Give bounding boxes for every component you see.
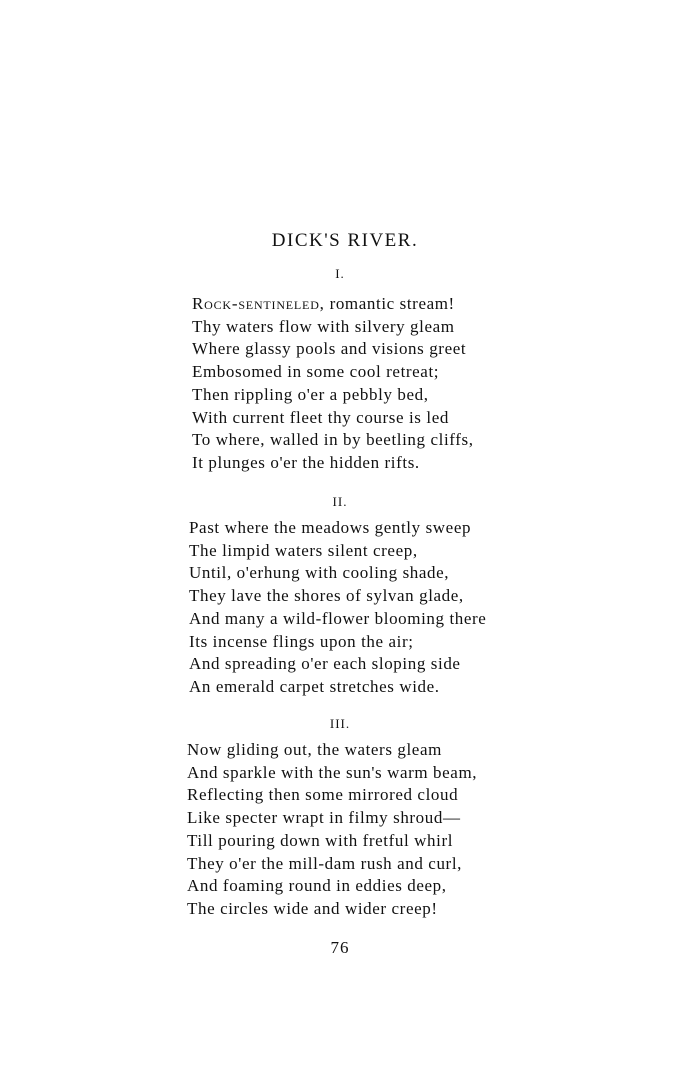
opening-small-caps: Rock-sentineled, [192, 294, 325, 313]
stanza-1-line-1 [192, 293, 474, 316]
stanza-1 [192, 293, 474, 475]
stanza-line: And many a wild-flower blooming there [189, 608, 487, 628]
stanza-1-numeral: I. [335, 266, 345, 281]
stanza-line: They o'er the mill-dam rush and curl, [187, 853, 462, 873]
page-number: 76 [330, 938, 350, 957]
stanza-line: The circles wide and wider creep! [187, 898, 438, 918]
stanza-2-numeral: II. [332, 494, 348, 509]
stanza-line: It plunges o'er the hidden rifts. [192, 452, 420, 472]
stanza-line: Its incense flings upon the air; [189, 631, 414, 651]
stanza-line: An emerald carpet stretches wide. [189, 676, 440, 696]
stanza-line: To where, walled in by beetling cliffs, [192, 430, 474, 450]
stanza-line: Then rippling o'er a pebbly bed, [192, 384, 429, 404]
stanza-3-numeral: III. [329, 716, 351, 731]
poem-title: DICK'S RIVER. [271, 230, 419, 251]
stanza-3 [187, 739, 477, 921]
stanza-line: Thy waters flow with silvery gleam [192, 316, 455, 336]
stanza-line: Reflecting then some mirrored cloud [187, 785, 459, 805]
stanza-line: They lave the shores of sylvan glade, [189, 586, 464, 606]
stanza-line: Now gliding out, the waters gleam [187, 740, 442, 759]
stanza-line: And sparkle with the sun's warm beam, [187, 762, 478, 782]
stanza-line: With current fleet thy course is led [192, 407, 449, 427]
stanza-line: Like specter wrapt in filmy shroud— [187, 808, 461, 828]
opening-line-rest: romantic stream! [324, 294, 455, 313]
stanza-line: Until, o'erhung with cooling shade, [189, 563, 450, 583]
stanza-2 [189, 517, 486, 699]
stanza-line: Till pouring down with fretful whirl [187, 830, 454, 850]
stanza-line: Embosomed in some cool retreat; [192, 362, 440, 382]
stanza-line: The limpid waters silent creep, [189, 540, 418, 560]
stanza-line: Where glassy pools and visions greet [192, 339, 467, 359]
stanza-line: And foaming round in eddies deep, [187, 876, 447, 896]
stanza-line: And spreading o'er each sloping side [189, 654, 461, 674]
stanza-line: Past where the meadows gently sweep [189, 518, 472, 537]
